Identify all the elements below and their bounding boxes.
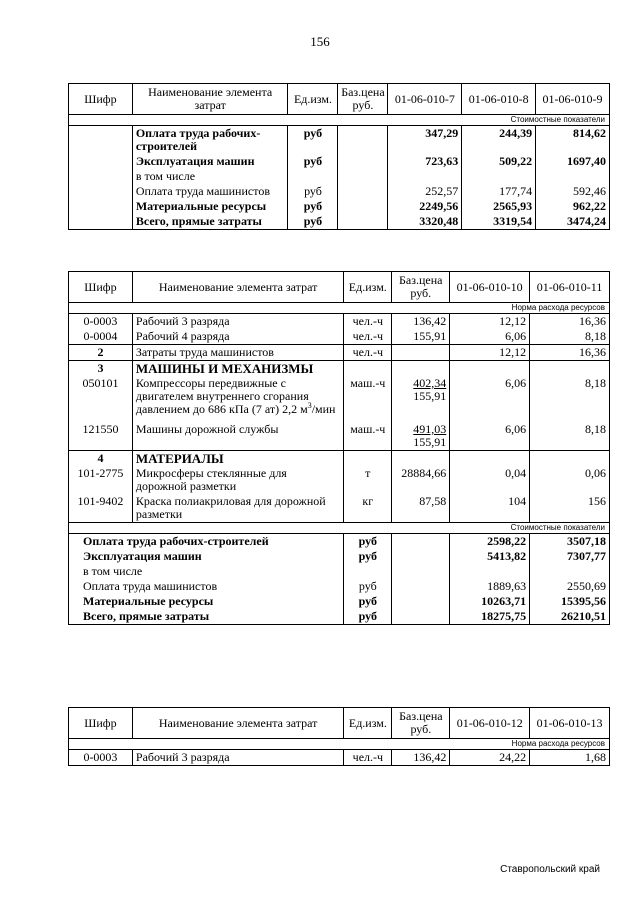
row-price: 491,03 [413, 422, 447, 436]
row-value: 12,12 [450, 314, 530, 330]
row-name: Всего, прямые затраты [132, 214, 288, 230]
subheader-label: Стоимостные показатели [388, 115, 610, 126]
subheader-label: Норма расхода ресурсов [450, 303, 610, 314]
header-code: 01-06-010-11 [530, 272, 610, 303]
row-value: 2550,69 [530, 579, 610, 594]
row-price-cell [392, 376, 450, 417]
header-code: 01-06-010-10 [450, 272, 530, 303]
row-name: Эксплуатация машин [69, 549, 344, 564]
row-name: Рабочий 4 разряда [132, 329, 343, 345]
table-row [69, 329, 610, 345]
row-value: 3320,48 [388, 214, 462, 230]
row-value: 104 [450, 494, 530, 523]
row-code: 0-0003 [69, 750, 133, 766]
row-value: 7307,77 [530, 549, 610, 564]
row-unit: т [344, 466, 392, 494]
footer-region: Ставропольский край [500, 864, 600, 875]
page-number: 156 [310, 34, 330, 49]
table-row [69, 564, 610, 579]
header-price: Баз.цена руб. [392, 272, 450, 303]
subheader-row [69, 523, 610, 534]
row-unit: маш.-ч [344, 417, 392, 451]
section-code: 3 [69, 361, 133, 377]
row-value: 347,29 [388, 126, 462, 155]
row-name: Оплата труда рабочих-строителей [132, 126, 288, 155]
row-name: Рабочий 3 разряда [132, 314, 343, 330]
header-code: 01-06-010-13 [530, 708, 610, 739]
row-value: 8,18 [530, 329, 610, 345]
row-value: 0,04 [450, 466, 530, 494]
row-unit: руб [288, 126, 338, 155]
table-row [69, 750, 610, 766]
row-price: 87,58 [392, 494, 450, 523]
header-unit: Ед.изм. [344, 708, 392, 739]
table-header [69, 272, 610, 303]
row-value: 723,63 [388, 154, 462, 169]
table-row [69, 169, 610, 184]
row-name-tail: /мин [311, 402, 336, 416]
row-unit: руб [288, 184, 338, 199]
row-name: Материальные ресурсы [69, 594, 344, 609]
row-price: 28884,66 [392, 466, 450, 494]
row-value: 509,22 [462, 154, 536, 169]
table-row [69, 594, 610, 609]
table-row [69, 534, 610, 550]
row-code: 101-9402 [69, 494, 133, 523]
row-value: 156 [530, 494, 610, 523]
row-value: 8,18 [530, 376, 610, 417]
row-name: в том числе [132, 169, 288, 184]
table-row [69, 549, 610, 564]
row-name: Затраты труда машинистов [132, 345, 343, 361]
row-unit: руб [288, 154, 338, 169]
cost-table-2 [68, 271, 610, 625]
header-name: Наименование элемента затрат [132, 272, 343, 303]
row-name: Всего, прямые затраты [69, 609, 344, 625]
table-row [69, 214, 610, 230]
header-code: 01-06-010-9 [536, 84, 610, 115]
section-title: МАШИНЫ И МЕХАНИЗМЫ [132, 361, 343, 377]
row-price-cell [392, 417, 450, 451]
row-price-secondary: 155,91 [413, 435, 447, 449]
row-name [132, 376, 343, 417]
row-value: 592,46 [536, 184, 610, 199]
header-code: 01-06-010-7 [388, 84, 462, 115]
cost-table-1 [68, 83, 610, 230]
row-value: 16,36 [530, 314, 610, 330]
row-value: 15395,56 [530, 594, 610, 609]
table-row [69, 126, 610, 155]
row-price-secondary: 155,91 [413, 389, 447, 403]
row-value: 1,68 [530, 750, 610, 766]
table-row [69, 609, 610, 625]
section-row [69, 451, 610, 467]
table-row [69, 494, 610, 523]
header-price: Баз.цена руб. [338, 84, 388, 115]
row-value: 0,06 [530, 466, 610, 494]
row-name: Рабочий 3 разряда [132, 750, 344, 766]
row-price: 136,42 [392, 750, 450, 766]
subheader-row [69, 303, 610, 314]
row-value: 1697,40 [536, 154, 610, 169]
header-code: 01-06-010-12 [450, 708, 530, 739]
subheader-label: Стоимостные показатели [450, 523, 610, 534]
header-shifr: Шифр [69, 708, 133, 739]
row-price: 402,34 [413, 376, 447, 390]
row-code: 0-0004 [69, 329, 133, 345]
row-unit: чел.-ч [344, 314, 392, 330]
row-name: Оплата труда машинистов [132, 184, 288, 199]
row-value: 5413,82 [450, 549, 530, 564]
row-value: 2249,56 [388, 199, 462, 214]
row-name-sup: 3 [307, 401, 312, 410]
row-value: 12,12 [450, 345, 530, 361]
row-value: 252,57 [388, 184, 462, 199]
row-unit: руб [344, 609, 392, 625]
row-name: Эксплуатация машин [132, 154, 288, 169]
row-name: Машины дорожной службы [132, 417, 343, 451]
row-name-text: Компрессоры передвижные с двигателем внутреннего сгорания давлением до 686 кПа (7 ат) 2,2 м [135, 376, 309, 416]
table-row [69, 376, 610, 417]
table-row [69, 466, 610, 494]
row-unit: чел.-ч [344, 345, 392, 361]
cost-table-3 [68, 707, 610, 766]
subheader-row [69, 739, 610, 750]
row-name: Оплата труда машинистов [69, 579, 344, 594]
subheader-label: Норма расхода ресурсов [450, 739, 610, 750]
table-row [69, 345, 610, 361]
row-value: 244,39 [462, 126, 536, 155]
row-unit: кг [344, 494, 392, 523]
table-header [69, 84, 610, 115]
row-value: 814,62 [536, 126, 610, 155]
header-price: Баз.цена руб. [392, 708, 450, 739]
row-value: 2598,22 [450, 534, 530, 550]
header-unit: Ед.изм. [344, 272, 392, 303]
row-code: 121550 [69, 417, 133, 451]
row-value: 3474,24 [536, 214, 610, 230]
row-value: 16,36 [530, 345, 610, 361]
row-code: 2 [69, 345, 133, 361]
row-unit: маш.-ч [344, 376, 392, 417]
row-unit: руб [288, 214, 338, 230]
row-name: Микросферы стеклянные для дорожной разметки [132, 466, 343, 494]
table-row [69, 184, 610, 199]
table-row [69, 154, 610, 169]
subheader-row [69, 115, 610, 126]
row-code: 101-2775 [69, 466, 133, 494]
row-price: 155,91 [392, 329, 450, 345]
section-code: 4 [69, 451, 133, 467]
row-unit: чел.-ч [344, 329, 392, 345]
table-row [69, 579, 610, 594]
header-name: Наименование элемента затрат [132, 708, 344, 739]
row-code: 050101 [69, 376, 133, 417]
row-unit: чел.-ч [344, 750, 392, 766]
row-value: 18275,75 [450, 609, 530, 625]
section-row [69, 361, 610, 377]
header-code: 01-06-010-8 [462, 84, 536, 115]
table-row [69, 199, 610, 214]
header-shifr: Шифр [69, 84, 133, 115]
row-value: 3319,54 [462, 214, 536, 230]
table-row [69, 314, 610, 330]
row-name: Материальные ресурсы [132, 199, 288, 214]
header-unit: Ед.изм. [288, 84, 338, 115]
row-value: 2565,93 [462, 199, 536, 214]
row-unit: руб [344, 534, 392, 550]
row-value: 6,06 [450, 417, 530, 451]
row-value: 24,22 [450, 750, 530, 766]
row-code: 0-0003 [69, 314, 133, 330]
row-value: 1889,63 [450, 579, 530, 594]
row-value: 26210,51 [530, 609, 610, 625]
row-price: 136,42 [392, 314, 450, 330]
row-value: 6,06 [450, 376, 530, 417]
table-header [69, 708, 610, 739]
row-name: Оплата труда рабочих-строителей [69, 534, 344, 550]
row-unit: руб [344, 549, 392, 564]
header-name: Наименование элемента затрат [132, 84, 288, 115]
row-value: 962,22 [536, 199, 610, 214]
row-value: 6,06 [450, 329, 530, 345]
header-shifr: Шифр [69, 272, 133, 303]
row-value: 3507,18 [530, 534, 610, 550]
section-title: МАТЕРИАЛЫ [132, 451, 343, 467]
row-value: 8,18 [530, 417, 610, 451]
row-unit: руб [288, 199, 338, 214]
row-unit: руб [344, 594, 392, 609]
row-value: 177,74 [462, 184, 536, 199]
row-unit: руб [344, 579, 392, 594]
table-row [69, 417, 610, 451]
row-name: в том числе [69, 564, 344, 579]
row-name: Краска полиакриловая для дорожной разметки [132, 494, 343, 523]
row-value: 10263,71 [450, 594, 530, 609]
